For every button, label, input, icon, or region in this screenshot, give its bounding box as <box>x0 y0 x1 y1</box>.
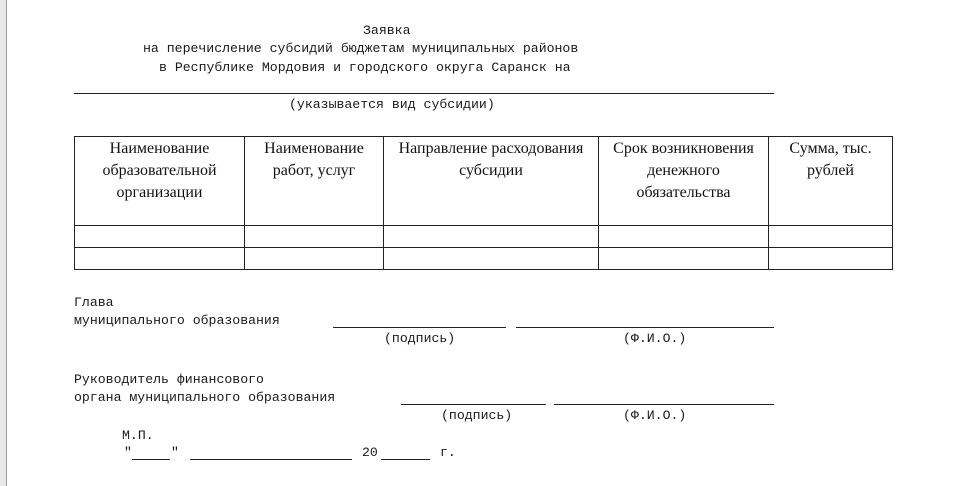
table-cell[interactable] <box>245 248 384 270</box>
table-cell[interactable] <box>75 248 245 270</box>
table-cell[interactable] <box>769 226 893 248</box>
finance-label-line-1: Руководитель финансового <box>74 372 264 387</box>
column-header-organization: Наименование образовательной организации <box>75 137 245 226</box>
table-row <box>75 248 893 270</box>
head-signature-caption: (подпись) <box>384 331 456 346</box>
date-year-suffix: г. <box>440 445 456 460</box>
table-cell[interactable] <box>245 226 384 248</box>
table-header-row <box>75 137 893 226</box>
document-title: Заявка <box>363 23 411 38</box>
stamp-label: М.П. <box>122 428 154 443</box>
column-header-amount: Сумма, тыс. рублей <box>769 137 893 226</box>
finance-name-line[interactable] <box>554 404 774 405</box>
column-header-direction: Направление расходования субсидии <box>384 137 599 226</box>
finance-signature-caption: (подпись) <box>441 408 513 423</box>
table-cell[interactable] <box>75 226 245 248</box>
date-open-quote: " <box>124 445 132 460</box>
table-cell[interactable] <box>769 248 893 270</box>
table-cell[interactable] <box>599 226 769 248</box>
finance-label-line-2: органа муниципального образования <box>74 390 336 405</box>
table-cell[interactable] <box>384 248 599 270</box>
table-cell[interactable] <box>384 226 599 248</box>
document-subtitle-line-1: на перечисление субсидий бюджетам муниципальных районов <box>143 41 579 56</box>
head-label-line-2: муниципального образования <box>74 313 280 328</box>
finance-signature-line[interactable] <box>401 404 546 405</box>
head-name-caption: (Ф.И.О.) <box>623 331 687 346</box>
page-left-edge <box>0 0 7 486</box>
subsidy-type-line <box>74 93 774 94</box>
date-close-quote: " <box>171 445 179 460</box>
head-label-line-1: Глава <box>74 295 114 310</box>
date-day-line[interactable] <box>132 459 170 460</box>
date-month-line[interactable] <box>190 459 352 460</box>
date-year-prefix: 20 <box>362 445 378 460</box>
date-year-line[interactable] <box>381 459 430 460</box>
subsidy-type-caption: (указывается вид субсидии) <box>289 97 495 112</box>
document-subtitle-line-2: в Республике Мордовия и городского округа Саранск на <box>159 60 571 75</box>
table-cell[interactable] <box>599 248 769 270</box>
finance-name-caption: (Ф.И.О.) <box>623 408 687 423</box>
column-header-works: Наименование работ, услуг <box>245 137 384 226</box>
column-header-deadline: Срок возникновения денежного обязательства <box>599 137 769 226</box>
head-name-line[interactable] <box>516 327 774 328</box>
subsidy-table <box>74 136 893 270</box>
head-signature-line[interactable] <box>333 327 506 328</box>
table-row <box>75 226 893 248</box>
